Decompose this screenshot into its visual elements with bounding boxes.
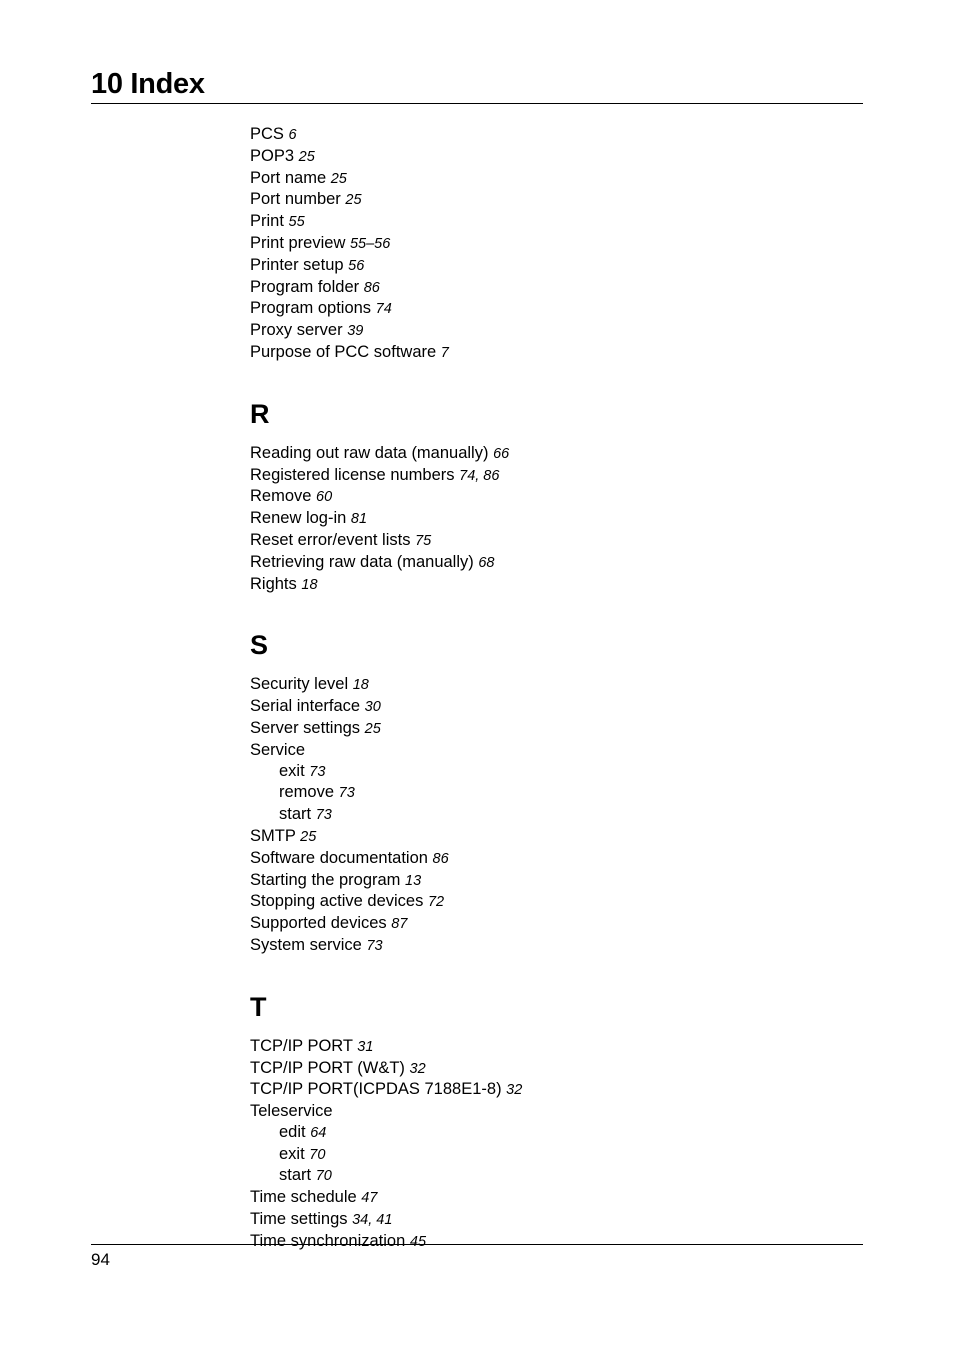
index-entry: [250, 189, 810, 211]
index-list: [250, 124, 810, 1253]
index-entry: [250, 552, 810, 574]
index-entry: [250, 1209, 810, 1231]
index-entry: [250, 1231, 810, 1253]
index-entry: [250, 255, 810, 277]
entry-page-ref: 32: [409, 1060, 426, 1077]
entry-page-ref: 64: [310, 1124, 327, 1141]
index-entry: [250, 1058, 810, 1080]
entry-page-ref: 47: [361, 1190, 378, 1207]
index-entry: [250, 233, 810, 255]
index-section: [250, 124, 810, 364]
entry-page-ref: 74, 86: [459, 467, 500, 484]
entry-term: POP3: [250, 146, 295, 165]
index-entry: [250, 740, 810, 761]
index-entry: [250, 1079, 810, 1101]
index-entry: [250, 574, 810, 596]
entry-page-ref: 25: [330, 170, 347, 187]
index-entry: [250, 1036, 810, 1058]
entry-page-ref: 32: [506, 1082, 523, 1099]
index-entry: [250, 124, 810, 146]
entry-term: Security level: [250, 675, 349, 694]
entry-term: Time settings: [250, 1210, 348, 1229]
entry-term: Software documentation: [250, 848, 428, 867]
index-entry: [250, 913, 810, 935]
entry-term: Server settings: [250, 718, 361, 737]
entry-term: start: [279, 805, 312, 824]
entry-term: Port name: [250, 168, 327, 187]
index-entry: [250, 826, 810, 848]
entry-term: exit: [279, 1144, 305, 1163]
index-subentry: [250, 782, 810, 804]
entry-page-ref: 39: [347, 323, 364, 340]
entry-page-ref: 73: [338, 785, 355, 802]
entry-page-ref: 30: [364, 699, 381, 716]
entry-page-ref: 25: [345, 192, 362, 209]
entry-page-ref: 45: [409, 1233, 427, 1250]
index-section: [250, 624, 810, 956]
entry-term: Time synchronization: [250, 1231, 406, 1250]
index-entry: [250, 935, 810, 957]
entry-page-ref: 70: [309, 1146, 326, 1163]
entry-term: Starting the program: [250, 870, 401, 889]
entry-page-ref: 34, 41: [352, 1212, 393, 1229]
entry-page-ref: 6: [288, 127, 297, 143]
entry-term: remove: [279, 783, 335, 802]
entry-term: System service: [250, 935, 362, 954]
entry-term: TCP/IP PORT: [250, 1036, 353, 1055]
chapter-title: 10 Index: [91, 68, 205, 100]
section-letter-heading: R: [250, 398, 270, 429]
entry-page-ref: 73: [309, 763, 326, 780]
entry-term: TCP/IP PORT(ICPDAS 7188E1-8): [250, 1080, 502, 1099]
index-entry: [250, 465, 810, 487]
entry-page-ref: 25: [298, 148, 315, 165]
entry-term: Renew log-in: [250, 509, 347, 528]
entry-term: Reading out raw data (manually): [250, 443, 489, 462]
entry-term: Proxy server: [250, 321, 343, 340]
index-section: [250, 986, 810, 1253]
index-subentry: [250, 1144, 810, 1166]
entry-term: edit: [279, 1122, 306, 1141]
entry-term: TCP/IP PORT (W&T): [250, 1058, 405, 1077]
index-subentry: [250, 804, 810, 826]
entry-term: Reset error/event lists: [250, 530, 411, 549]
index-entry: [250, 486, 810, 508]
index-entry: [250, 674, 810, 696]
entry-page-ref: 56: [348, 257, 365, 274]
entry-page-ref: 13: [405, 872, 422, 889]
index-entry: [250, 211, 810, 233]
index-entry: [250, 298, 810, 320]
entry-page-ref: 25: [300, 828, 317, 845]
entry-page-ref: 70: [315, 1168, 332, 1185]
index-subentry: [250, 1122, 810, 1144]
entry-page-ref: 55–56: [349, 235, 391, 252]
entry-page-ref: 18: [301, 576, 318, 593]
entry-term: Registered license numbers: [250, 465, 455, 484]
entry-page-ref: 75: [415, 532, 432, 549]
footer-rule: [91, 1244, 863, 1245]
section-letter-heading: T: [250, 991, 267, 1022]
entry-page-ref: 66: [493, 445, 510, 462]
entry-page-ref: 18: [352, 677, 369, 694]
index-entry: [250, 891, 810, 913]
entry-term: Retrieving raw data (manually): [250, 552, 474, 571]
index-entry: [250, 848, 810, 870]
page-number: 94: [91, 1250, 110, 1269]
entry-page-ref: 86: [363, 279, 380, 296]
entry-page-ref: 7: [440, 344, 449, 361]
entry-page-ref: 73: [315, 807, 332, 824]
entry-term: Teleservice: [250, 1102, 333, 1121]
entry-term: Remove: [250, 487, 312, 506]
entry-term: Print: [250, 212, 284, 231]
entry-page-ref: 73: [366, 937, 383, 954]
entry-page-ref: 74: [375, 301, 392, 318]
entry-term: SMTP: [250, 826, 296, 845]
entry-term: PCS: [250, 125, 284, 143]
index-entry: [250, 168, 810, 190]
entry-page-ref: 81: [350, 511, 368, 528]
index-entry: [250, 1101, 810, 1122]
entry-term: Stopping active devices: [250, 892, 424, 911]
entry-term: Program folder: [250, 277, 360, 296]
index-entry: [250, 508, 810, 530]
header-rule: [91, 103, 863, 104]
section-letter-heading: S: [250, 630, 269, 661]
index-subentry: [250, 1165, 810, 1187]
entry-term: Rights: [250, 574, 297, 593]
entry-term: start: [279, 1166, 312, 1185]
entry-page-ref: 31: [357, 1038, 374, 1055]
entry-term: Printer setup: [250, 255, 344, 274]
entry-page-ref: 25: [364, 720, 381, 737]
entry-page-ref: 72: [427, 894, 445, 911]
entry-term: exit: [279, 761, 305, 780]
entry-term: Print preview: [250, 233, 346, 252]
entry-term: Serial interface: [250, 697, 361, 716]
index-entry: [250, 320, 810, 342]
entry-page-ref: 55: [288, 214, 305, 231]
index-subentry: [250, 761, 810, 783]
index-entry: [250, 870, 810, 892]
entry-page-ref: 87: [391, 916, 408, 933]
entry-term: Service: [250, 740, 306, 759]
entry-term: Supported devices: [250, 914, 387, 933]
entry-page-ref: 60: [316, 489, 333, 506]
index-entry: [250, 718, 810, 740]
index-entry: [250, 342, 810, 364]
index-entry: [250, 146, 810, 168]
index-entry: [250, 1187, 810, 1209]
entry-term: Port number: [250, 190, 341, 209]
entry-page-ref: 68: [478, 554, 495, 571]
entry-term: Program options: [250, 299, 372, 318]
index-entry: [250, 277, 810, 299]
index-entry: [250, 443, 810, 465]
entry-page-ref: 86: [432, 850, 449, 867]
index-section: [250, 393, 810, 596]
index-entry: [250, 696, 810, 718]
entry-term: Time schedule: [250, 1188, 357, 1207]
index-entry: [250, 530, 810, 552]
entry-term: Purpose of PCC software: [250, 342, 437, 361]
